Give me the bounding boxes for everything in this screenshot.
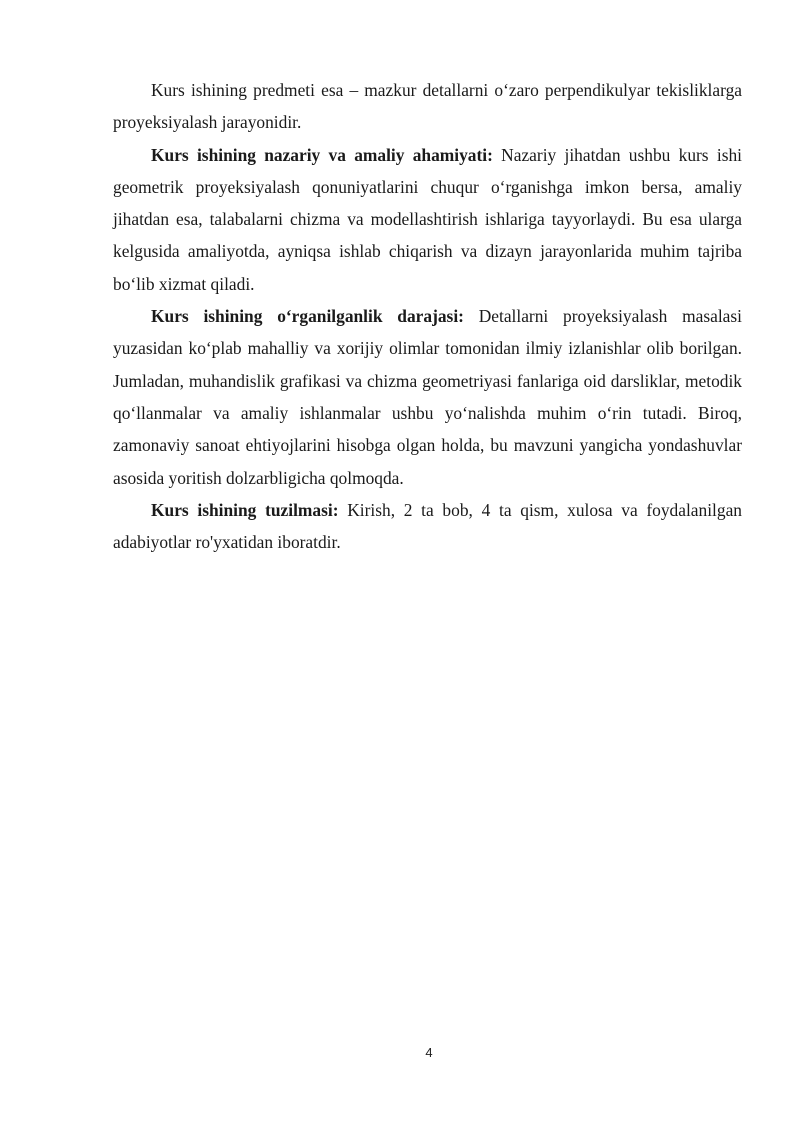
paragraph-structure [113,494,742,559]
paragraph-heading: Kurs ishining nazariy va amaliy ahamiyati: [151,144,493,165]
page-number: 4 [425,1045,433,1060]
paragraph-significance [113,139,742,300]
paragraph-research-level [113,300,742,494]
paragraph-text: Detallarni proyeksiyalash masalasi yuzasidan ko‘plab mahalliy va xorijiy olimlar tomonidan ilmiy izlanishlar olib borilgan. Jumladan, muhandislik grafikasi va chizma geometriyasi fanlariga oid darsliklar, metodik qo‘llanmalar va amaliy ishlanmalar ushbu yo‘nalishda muhim o‘rin tutadi. Biroq, zamonaviy sanoat ehtiyojlarini hisobga olgan holda, bu mavzuni yangicha yondashuvlar asosida yoritish dolzarbligicha qolmoqda. [113,306,742,488]
paragraph-heading: Kurs ishining tuzilmasi: [151,499,339,520]
paragraph-heading: Kurs ishining o‘rganilganlik darajasi: [151,306,464,327]
paragraph-text: Kirish, 2 ta bob, 4 ta qism, xulosa va foydalanilgan adabiyotlar ro'yxatidan iboratdir. [113,499,742,553]
body-text [113,74,742,558]
paragraph-text: Kurs ishining predmeti esa – mazkur detallarni o‘zaro perpendikulyar tekisliklarga proyeksiyalash jarayonidir. [113,80,742,133]
paragraph-text: Nazariy jihatdan ushbu kurs ishi geometrik proyeksiyalash qonuniyatlarini chuqur o‘rganishga imkon bersa, amaliy jihatdan esa, talabalarni chizma va modellashtirish ishlariga tayyorlaydi. Bu esa ularga kelgusida amaliyotda, ayniqsa ishlab chiqarish va dizayn jarayonlarida muhim tajriba bo‘lib xizmat qiladi. [113,144,742,294]
paragraph-subject [113,74,742,139]
